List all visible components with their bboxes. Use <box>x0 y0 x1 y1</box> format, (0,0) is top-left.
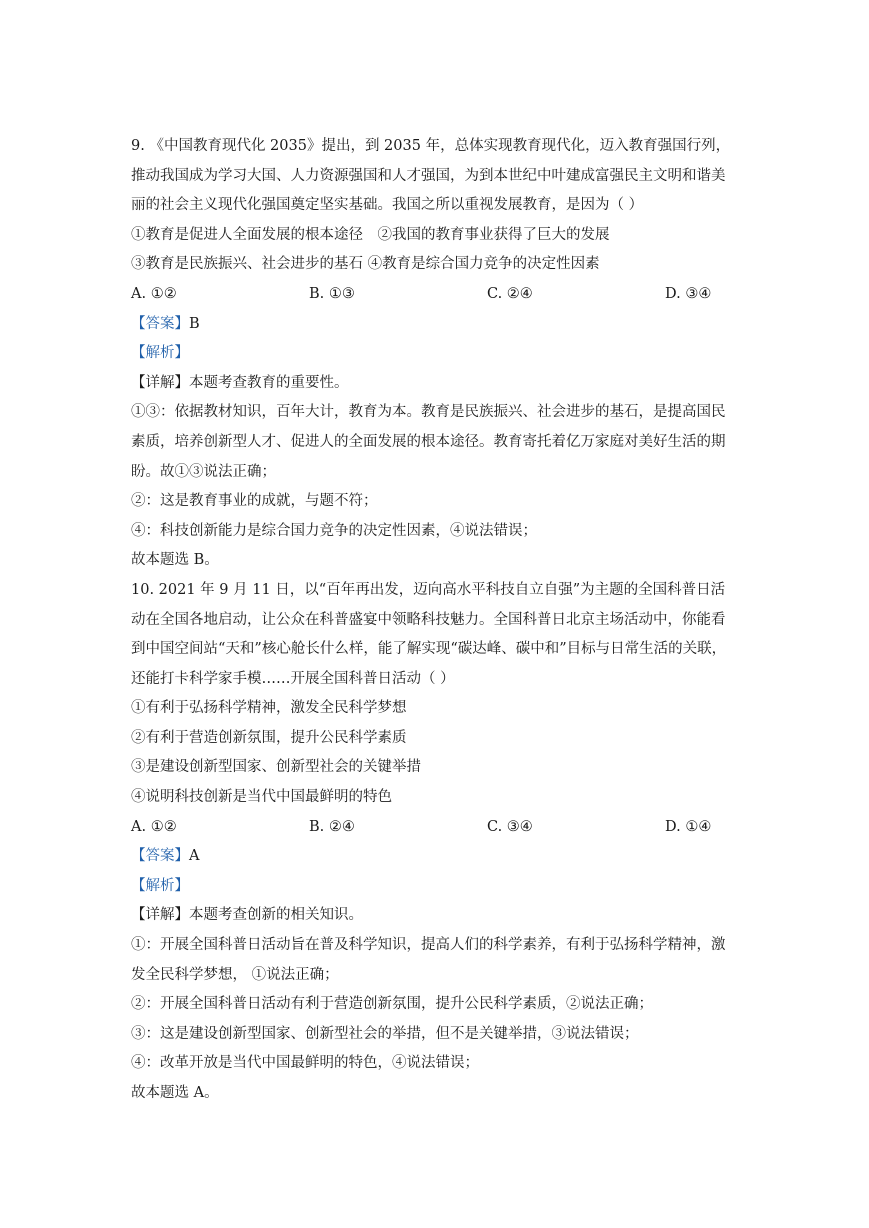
question-10-stem: 10. 2021 年 9 月 11 日，以“百年再出发，迈向高水平科技自立自强”为主题的全国科普日活动在全国各地启动，让公众在科普盛宴中领略科技魅力。全国科普日北京主场活动中，你能看到中国空间站“天和”核心舱长什么样，能了解实现“碳达峰、碳中和”目标与日常生活的关联，还能打卡科学家手模……开展全国科普日活动（ ） <box>131 581 727 687</box>
question-9-analysis <box>131 339 731 369</box>
question-10-explanation-4: ④：改革开放是当代中国最鲜明的特色，④说法错误； <box>131 1055 479 1072</box>
option-a: A. ①② <box>131 818 177 835</box>
option-b: B. ①③ <box>309 285 355 302</box>
option-b: B. ②④ <box>309 818 355 835</box>
option-a: A. ①② <box>131 285 177 302</box>
answer-value: B <box>189 315 200 332</box>
question-10-explanation-1: ①：开展全国科普日活动旨在普及科学知识，提高人们的科学素养，有利于弘扬科学精神，激发全民科学梦想， ①说法正确； <box>131 937 726 983</box>
answer-value: A <box>189 848 200 865</box>
question-9-explanation-1: ①③：依据教材知识，百年大计，教育为本。教育是民族振兴、社会进步的基石，是提高国民素质，培养创新型人才、促进人的全面发展的根本途径。教育寄托着亿万家庭对美好生活的期盼。故①③说法正确； <box>131 404 726 480</box>
question-9-explanation-3: ④：科技创新能力是综合国力竞争的决定性因素，④说法错误； <box>131 522 537 539</box>
option-d: D. ③④ <box>665 285 712 302</box>
answer-tag: 【答案】 <box>131 848 189 865</box>
question-9-answer <box>131 310 731 340</box>
question-10-statement-4: ④说明科技创新是当代中国最鲜明的特色 <box>131 789 392 806</box>
question-9-explanation-2: ②：这是教育事业的成就，与题不符； <box>131 493 378 510</box>
question-9-stem: 9. 《中国教育现代化 2035》提出，到 2035 年，总体实现教育现代化，迈入教育强国行列，推动我国成为学习大国、人力资源强国和人才强国，为到本世纪中叶建成富强民主文明和谐美丽的社会主义现代化强国奠定坚实基础。我国之所以重视发展教育，是因为（ ） <box>131 138 731 214</box>
question-10-conclusion: 故本题选 A。 <box>131 1085 219 1101</box>
question-9-statement-2: ③教育是民族振兴、社会进步的基石 ④教育是综合国力竞争的决定性因素 <box>131 256 600 273</box>
detail-intro: 本题考查教育的重要性。 <box>189 374 349 391</box>
option-d: D. ①④ <box>665 818 712 835</box>
detail-tag: 【详解】 <box>131 907 189 924</box>
detail-intro: 本题考查创新的相关知识。 <box>189 907 363 924</box>
question-10-answer <box>131 842 731 872</box>
question-10-options <box>131 813 731 843</box>
question-9-statement-1: ①教育是促进人全面发展的根本途径 ②我国的教育事业获得了巨大的发展 <box>131 226 610 243</box>
document-content <box>131 132 731 1109</box>
question-10-explanation-2: ②：开展全国科普日活动有利于营造创新氛围，提升公民科学素质，②说法正确； <box>131 996 653 1013</box>
answer-tag: 【答案】 <box>131 315 189 332</box>
question-10-explanation-3: ③：这是建设创新型国家、创新型社会的举措，但不是关键举措，③说法错误； <box>131 1025 639 1042</box>
question-9-detail <box>131 369 731 399</box>
option-c: C. ②④ <box>487 285 533 302</box>
question-10-detail <box>131 901 731 931</box>
question-10-statement-2: ②有利于营造创新氛围，提升公民科学素质 <box>131 729 407 746</box>
question-10-analysis <box>131 872 731 902</box>
question-10-statement-1: ①有利于弘扬科学精神，激发全民科学梦想 <box>131 700 407 717</box>
detail-tag: 【详解】 <box>131 374 189 391</box>
question-9-conclusion: 故本题选 B。 <box>131 552 219 569</box>
analysis-tag: 【解析】 <box>131 877 189 894</box>
question-9-options <box>131 280 731 310</box>
question-10-statement-3: ③是建设创新型国家、创新型社会的关键举措 <box>131 759 421 776</box>
analysis-tag: 【解析】 <box>131 345 189 362</box>
option-c: C. ③④ <box>487 818 533 835</box>
